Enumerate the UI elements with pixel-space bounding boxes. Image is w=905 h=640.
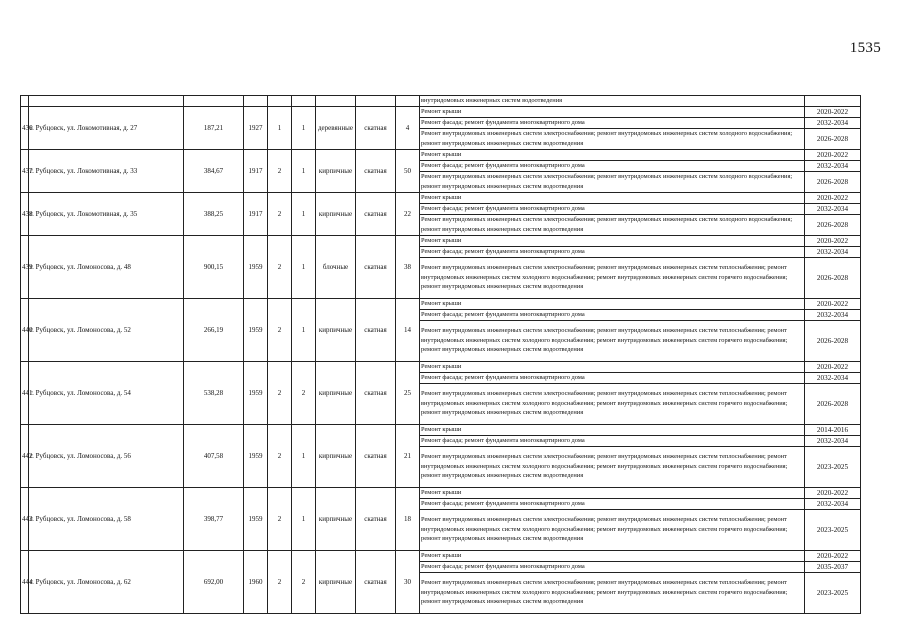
work-period: 2020-2022	[805, 235, 861, 246]
resident-count: 50	[396, 149, 420, 192]
entrance-count: 1	[292, 192, 316, 235]
empty-cell	[356, 96, 396, 107]
floor-count: 2	[268, 149, 292, 192]
work-period: 2032-2034	[805, 203, 861, 214]
work-description: Ремонт крыши	[420, 487, 805, 498]
wall-material: блочные	[316, 235, 356, 298]
work-period: 2020-2022	[805, 550, 861, 561]
work-description: Ремонт крыши	[420, 149, 805, 160]
entrance-count: 2	[292, 550, 316, 613]
work-period: 2020-2022	[805, 149, 861, 160]
work-description: Ремонт фасада; ремонт фундамента многоквартирного дома	[420, 435, 805, 446]
work-description: Ремонт крыши	[420, 192, 805, 203]
row-number: 442	[21, 424, 29, 487]
house-area: 692,00	[184, 550, 244, 613]
continuation-row	[21, 96, 861, 107]
roof-type: скатная	[356, 149, 396, 192]
house-row	[21, 487, 861, 498]
house-row	[21, 298, 861, 309]
roof-type: скатная	[356, 192, 396, 235]
work-period: 2020-2022	[805, 192, 861, 203]
resident-count: 14	[396, 298, 420, 361]
work-description: Ремонт крыши	[420, 235, 805, 246]
work-description: внутридомовых инженерных систем водоотведения	[420, 96, 805, 107]
work-period: 2020-2022	[805, 106, 861, 117]
wall-material: кирпичные	[316, 424, 356, 487]
work-description: Ремонт внутридомовых инженерных систем электроснабжения; ремонт внутридомовых инженерных систем холодного водоснабжения; ремонт внутридомовых инженерных систем водоотведения	[420, 171, 805, 192]
row-number: 436	[21, 106, 29, 149]
wall-material: кирпичные	[316, 149, 356, 192]
table-body	[21, 96, 861, 614]
house-address: г. Рубцовск, ул. Ломоносова, д. 58	[29, 487, 184, 550]
roof-type: скатная	[356, 235, 396, 298]
floor-count: 1	[268, 106, 292, 149]
row-number: 441	[21, 361, 29, 424]
entrance-count: 2	[292, 361, 316, 424]
entrance-count: 1	[292, 235, 316, 298]
work-period: 2014-2016	[805, 424, 861, 435]
house-area: 900,15	[184, 235, 244, 298]
build-year: 1917	[244, 149, 268, 192]
wall-material: кирпичные	[316, 550, 356, 613]
wall-material: кирпичные	[316, 487, 356, 550]
work-description: Ремонт внутридомовых инженерных систем электроснабжения; ремонт внутридомовых инженерных систем теплоснабжения; ремонт внутридомовых инженерных систем холодного водоснабжения; ремонт внутридомовых инженерных систем горячего водоснабжения; ремонт внутридомовых инженерных систем водоотведения	[420, 320, 805, 361]
work-period: 2023-2025	[805, 572, 861, 613]
empty-cell	[316, 96, 356, 107]
build-year: 1927	[244, 106, 268, 149]
resident-count: 25	[396, 361, 420, 424]
empty-cell	[292, 96, 316, 107]
empty-cell	[244, 96, 268, 107]
house-address: г. Рубцовск, ул. Локомотивная, д. 35	[29, 192, 184, 235]
house-row	[21, 361, 861, 372]
roof-type: скатная	[356, 550, 396, 613]
work-description: Ремонт крыши	[420, 550, 805, 561]
wall-material: кирпичные	[316, 298, 356, 361]
entrance-count: 1	[292, 298, 316, 361]
work-period: 2023-2025	[805, 509, 861, 550]
resident-count: 22	[396, 192, 420, 235]
work-description: Ремонт фасада; ремонт фундамента многоквартирного дома	[420, 117, 805, 128]
build-year: 1959	[244, 298, 268, 361]
entrance-count: 1	[292, 149, 316, 192]
work-period: 2032-2034	[805, 435, 861, 446]
work-period: 2032-2034	[805, 117, 861, 128]
floor-count: 2	[268, 192, 292, 235]
house-row	[21, 235, 861, 246]
build-year: 1959	[244, 361, 268, 424]
resident-count: 30	[396, 550, 420, 613]
empty-cell	[184, 96, 244, 107]
work-period: 2023-2025	[805, 446, 861, 487]
house-row	[21, 192, 861, 203]
floor-count: 2	[268, 424, 292, 487]
work-period: 2026-2028	[805, 171, 861, 192]
work-period: 2026-2028	[805, 320, 861, 361]
resident-count: 4	[396, 106, 420, 149]
row-number: 444	[21, 550, 29, 613]
work-period: 2026-2028	[805, 128, 861, 149]
roof-type: скатная	[356, 361, 396, 424]
work-period: 2020-2022	[805, 298, 861, 309]
work-period: 2032-2034	[805, 309, 861, 320]
work-period: 2032-2034	[805, 246, 861, 257]
empty-cell	[268, 96, 292, 107]
house-address: г. Рубцовск, ул. Ломоносова, д. 48	[29, 235, 184, 298]
house-area: 398,77	[184, 487, 244, 550]
house-row	[21, 149, 861, 160]
entrance-count: 1	[292, 424, 316, 487]
wall-material: деревянные	[316, 106, 356, 149]
work-description: Ремонт крыши	[420, 361, 805, 372]
house-area: 388,25	[184, 192, 244, 235]
work-description: Ремонт крыши	[420, 424, 805, 435]
work-description: Ремонт фасада; ремонт фундамента многоквартирного дома	[420, 498, 805, 509]
wall-material: кирпичные	[316, 192, 356, 235]
row-number: 439	[21, 235, 29, 298]
house-area: 384,67	[184, 149, 244, 192]
house-area: 266,19	[184, 298, 244, 361]
build-year: 1960	[244, 550, 268, 613]
work-description: Ремонт фасада; ремонт фундамента многоквартирного дома	[420, 561, 805, 572]
page-number: 1535	[849, 40, 881, 56]
house-address: г. Рубцовск, ул. Локомотивная, д. 33	[29, 149, 184, 192]
row-number: 440	[21, 298, 29, 361]
floor-count: 2	[268, 298, 292, 361]
work-description: Ремонт внутридомовых инженерных систем электроснабжения; ремонт внутридомовых инженерных систем теплоснабжения; ремонт внутридомовых инженерных систем холодного водоснабжения; ремонт внутридомовых инженерных систем горячего водоснабжения; ремонт внутридомовых инженерных систем водоотведения	[420, 509, 805, 550]
roof-type: скатная	[356, 424, 396, 487]
floor-count: 2	[268, 550, 292, 613]
roof-type: скатная	[356, 106, 396, 149]
work-period: 2026-2028	[805, 214, 861, 235]
row-number: 437	[21, 149, 29, 192]
work-description: Ремонт фасада; ремонт фундамента многоквартирного дома	[420, 160, 805, 171]
house-address: г. Рубцовск, ул. Ломоносова, д. 62	[29, 550, 184, 613]
house-address: г. Рубцовск, ул. Ломоносова, д. 56	[29, 424, 184, 487]
floor-count: 2	[268, 361, 292, 424]
roof-type: скатная	[356, 298, 396, 361]
house-area: 187,21	[184, 106, 244, 149]
house-address: г. Рубцовск, ул. Ломоносова, д. 54	[29, 361, 184, 424]
work-description: Ремонт фасада; ремонт фундамента многоквартирного дома	[420, 372, 805, 383]
work-period: 2026-2028	[805, 383, 861, 424]
wall-material: кирпичные	[316, 361, 356, 424]
house-area: 538,28	[184, 361, 244, 424]
work-description: Ремонт крыши	[420, 298, 805, 309]
house-address: г. Рубцовск, ул. Ломоносова, д. 52	[29, 298, 184, 361]
build-year: 1917	[244, 192, 268, 235]
build-year: 1959	[244, 235, 268, 298]
empty-cell	[29, 96, 184, 107]
house-row	[21, 424, 861, 435]
resident-count: 21	[396, 424, 420, 487]
entrance-count: 1	[292, 106, 316, 149]
floor-count: 2	[268, 487, 292, 550]
work-description: Ремонт внутридомовых инженерных систем электроснабжения; ремонт внутридомовых инженерных систем теплоснабжения; ремонт внутридомовых инженерных систем холодного водоснабжения; ремонт внутридомовых инженерных систем горячего водоснабжения; ремонт внутридомовых инженерных систем водоотведения	[420, 257, 805, 298]
work-period: 2035-2037	[805, 561, 861, 572]
house-row	[21, 106, 861, 117]
work-period: 2026-2028	[805, 257, 861, 298]
work-description: Ремонт внутридомовых инженерных систем электроснабжения; ремонт внутридомовых инженерных систем теплоснабжения; ремонт внутридомовых инженерных систем холодного водоснабжения; ремонт внутридомовых инженерных систем горячего водоснабжения; ремонт внутридомовых инженерных систем водоотведения	[420, 383, 805, 424]
work-description: Ремонт внутридомовых инженерных систем электроснабжения; ремонт внутридомовых инженерных систем холодного водоснабжения; ремонт внутридомовых инженерных систем водоотведения	[420, 214, 805, 235]
work-description: Ремонт внутридомовых инженерных систем электроснабжения; ремонт внутридомовых инженерных систем теплоснабжения; ремонт внутридомовых инженерных систем холодного водоснабжения; ремонт внутридомовых инженерных систем горячего водоснабжения; ремонт внутридомовых инженерных систем водоотведения	[420, 446, 805, 487]
resident-count: 18	[396, 487, 420, 550]
resident-count: 38	[396, 235, 420, 298]
row-number: 438	[21, 192, 29, 235]
work-description: Ремонт фасада; ремонт фундамента многоквартирного дома	[420, 203, 805, 214]
house-row	[21, 550, 861, 561]
entrance-count: 1	[292, 487, 316, 550]
work-period	[805, 96, 861, 107]
work-description: Ремонт фасада; ремонт фундамента многоквартирного дома	[420, 309, 805, 320]
work-period: 2032-2034	[805, 160, 861, 171]
house-address: г. Рубцовск, ул. Локомотивная, д. 27	[29, 106, 184, 149]
empty-cell	[21, 96, 29, 107]
work-period: 2020-2022	[805, 487, 861, 498]
work-period: 2032-2034	[805, 372, 861, 383]
empty-cell	[396, 96, 420, 107]
build-year: 1959	[244, 424, 268, 487]
work-description: Ремонт внутридомовых инженерных систем электроснабжения; ремонт внутридомовых инженерных систем холодного водоснабжения; ремонт внутридомовых инженерных систем водоотведения	[420, 128, 805, 149]
house-area: 407,58	[184, 424, 244, 487]
work-period: 2020-2022	[805, 361, 861, 372]
capital-repair-table-container	[20, 95, 860, 614]
work-period: 2032-2034	[805, 498, 861, 509]
work-description: Ремонт крыши	[420, 106, 805, 117]
build-year: 1959	[244, 487, 268, 550]
row-number: 443	[21, 487, 29, 550]
roof-type: скатная	[356, 487, 396, 550]
work-description: Ремонт фасада; ремонт фундамента многоквартирного дома	[420, 246, 805, 257]
capital-repair-table	[20, 95, 861, 614]
floor-count: 2	[268, 235, 292, 298]
work-description: Ремонт внутридомовых инженерных систем электроснабжения; ремонт внутридомовых инженерных систем теплоснабжения; ремонт внутридомовых инженерных систем холодного водоснабжения; ремонт внутридомовых инженерных систем горячего водоснабжения; ремонт внутридомовых инженерных систем водоотведения	[420, 572, 805, 613]
